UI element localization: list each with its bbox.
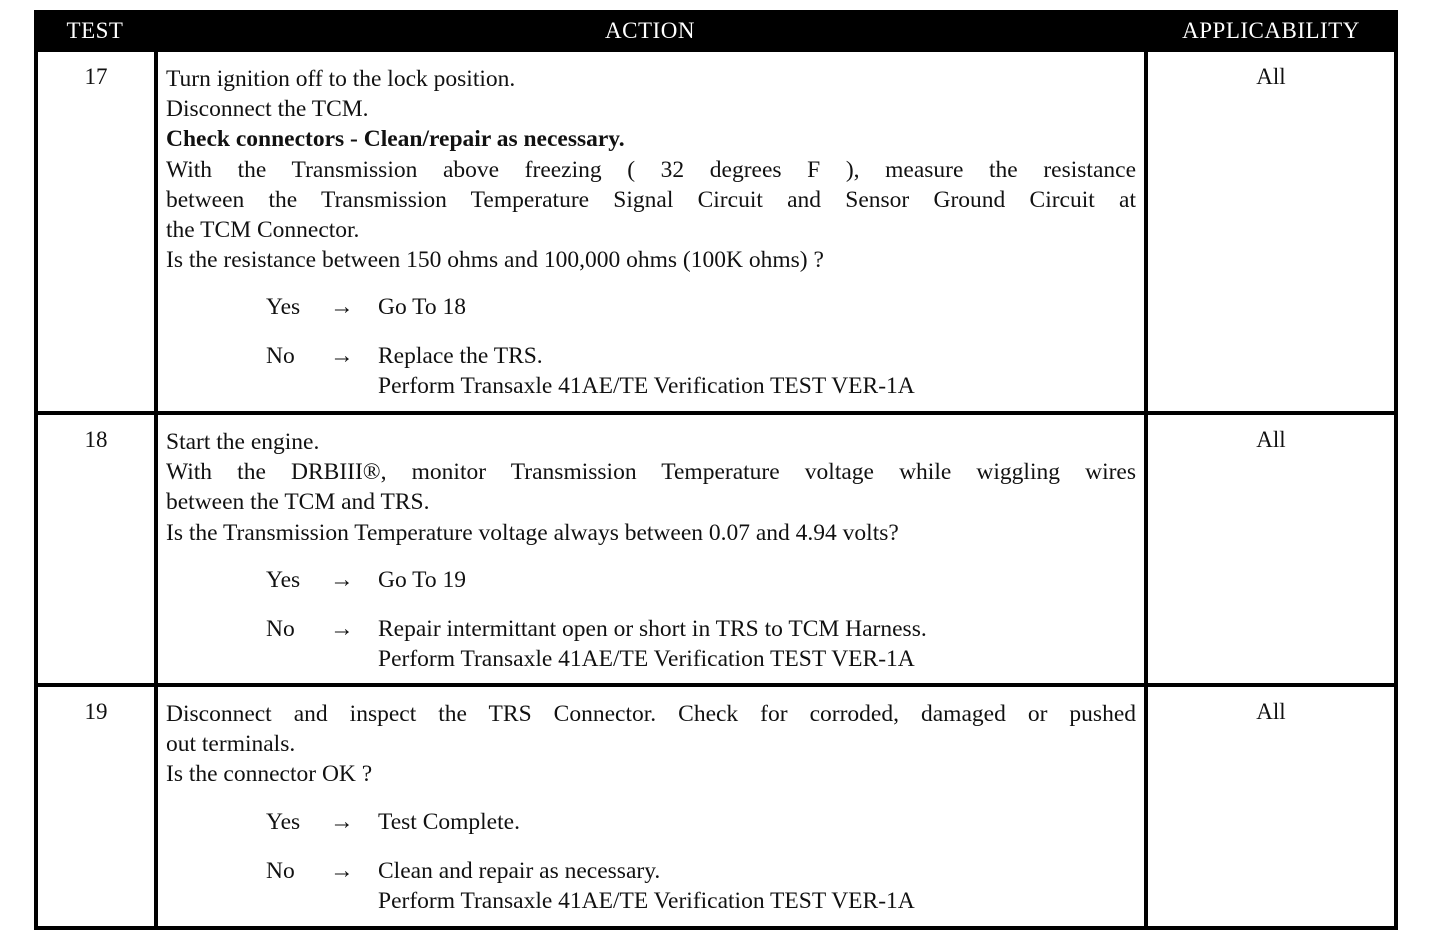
- no-branch: [158, 343, 1144, 403]
- arrow-icon: →: [330, 808, 354, 835]
- action-line: Disconnect the TCM.: [166, 96, 369, 123]
- action-line: With the Transmission above freezing ( 32 degrees F ), measure the resistance: [166, 156, 1136, 183]
- arrow-icon: →: [330, 294, 354, 321]
- header-action: ACTION: [605, 18, 695, 43]
- applicability-value: All: [1256, 64, 1286, 89]
- applicability-cell: [1148, 415, 1394, 683]
- test-number-cell: [38, 415, 154, 683]
- action-line: out terminals.: [166, 731, 296, 758]
- yes-label: Yes: [266, 808, 301, 835]
- applicability-value: All: [1256, 699, 1286, 724]
- no-label: No: [266, 343, 295, 370]
- yes-result: Go To 19: [378, 566, 467, 593]
- applicability-cell: [1148, 52, 1394, 411]
- test-number: 18: [84, 427, 108, 452]
- test-row-19: [38, 687, 1394, 926]
- no-branch: [158, 616, 1144, 676]
- no-result-followup: Perform Transaxle 41AE/TE Verification TEST VER-1A: [378, 887, 915, 914]
- applicability-value: All: [1256, 427, 1286, 452]
- no-branch: [158, 858, 1144, 918]
- table-header: [34, 10, 1398, 52]
- action-line: Disconnect and inspect the TRS Connector. Check for corroded, damaged or pushed: [166, 701, 1136, 727]
- yes-label: Yes: [266, 294, 301, 321]
- test-number-cell: [38, 687, 154, 926]
- action-line: between the TCM and TRS.: [166, 489, 430, 516]
- arrow-icon: →: [330, 615, 354, 642]
- action-line: With the DRBIII®, monitor Transmission Temperature voltage while wiggling wires: [166, 459, 1136, 486]
- question-line: Is the connector OK ?: [166, 761, 373, 788]
- action-line: Turn ignition off to the lock position.: [166, 66, 516, 92]
- yes-branch: [158, 294, 1144, 324]
- action-line: between the Transmission Temperature Signal Circuit and Sensor Ground Circuit at: [166, 186, 1136, 213]
- no-result: Clean and repair as necessary.: [378, 857, 661, 884]
- yes-result: Go To 18: [378, 294, 467, 321]
- test-number: 19: [84, 699, 108, 724]
- yes-branch: [158, 809, 1144, 839]
- action-cell: [158, 415, 1144, 683]
- test-number: 17: [84, 64, 108, 89]
- arrow-icon: →: [330, 343, 354, 370]
- header-test: TEST: [66, 18, 124, 43]
- test-number-cell: [38, 52, 154, 411]
- action-cell: [158, 52, 1144, 411]
- action-cell: [158, 687, 1144, 926]
- question-line: Is the resistance between 150 ohms and 100,000 ohms (100K ohms) ?: [166, 247, 824, 274]
- header-applicability: APPLICABILITY: [1182, 18, 1360, 43]
- question-line: Is the Transmission Temperature voltage always between 0.07 and 4.94 volts?: [166, 519, 899, 546]
- action-line-bold: Check connectors - Clean/repair as necessary.: [166, 126, 625, 153]
- yes-result: Test Complete.: [378, 808, 520, 835]
- no-label: No: [266, 615, 295, 642]
- diagnostic-table: [34, 10, 1398, 930]
- action-line: Start the engine.: [166, 429, 320, 455]
- no-result-followup: Perform Transaxle 41AE/TE Verification TEST VER-1A: [378, 645, 915, 672]
- arrow-icon: →: [330, 857, 354, 884]
- yes-label: Yes: [266, 566, 301, 593]
- action-line: the TCM Connector.: [166, 217, 360, 244]
- no-label: No: [266, 857, 295, 884]
- test-row-18: [38, 415, 1394, 683]
- yes-branch: [158, 567, 1144, 597]
- arrow-icon: →: [330, 566, 354, 593]
- no-result: Replace the TRS.: [378, 343, 543, 370]
- test-row-17: [38, 52, 1394, 411]
- applicability-cell: [1148, 687, 1394, 926]
- no-result: Repair intermittant open or short in TRS to TCM Harness.: [378, 615, 927, 642]
- no-result-followup: Perform Transaxle 41AE/TE Verification TEST VER-1A: [378, 373, 915, 400]
